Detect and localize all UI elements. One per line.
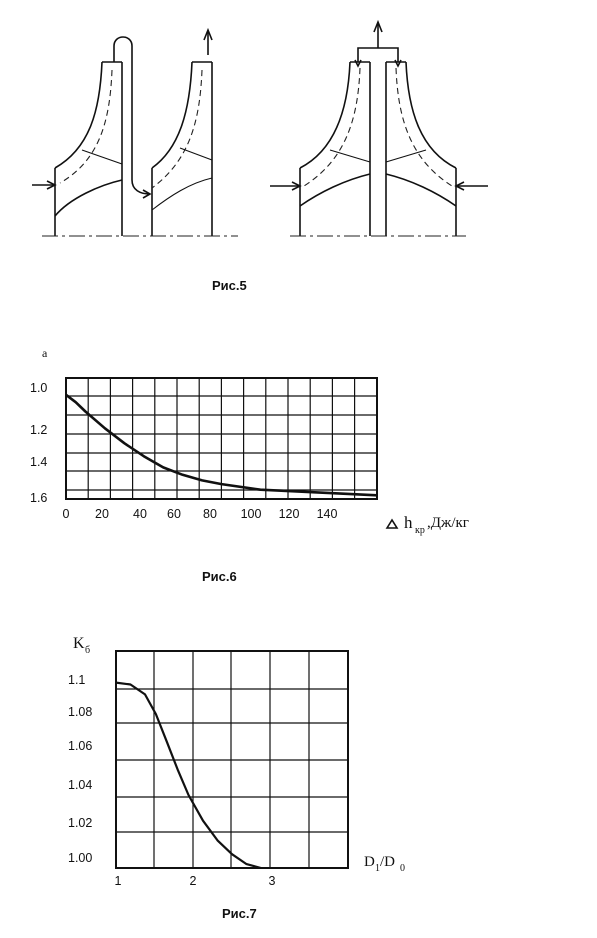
y-tick-label: 1.02 bbox=[68, 816, 93, 830]
figure-6-caption: Рис.6 bbox=[202, 569, 237, 584]
figure-7-chart bbox=[68, 651, 348, 888]
x-tick-label: 100 bbox=[240, 507, 262, 521]
y-tick-label: 1.6 bbox=[30, 491, 48, 505]
y-tick-label: 1.06 bbox=[68, 739, 93, 753]
x-tick-label: 20 bbox=[95, 507, 109, 521]
x-tick-label: 40 bbox=[133, 507, 147, 521]
y-tick-label: 1.4 bbox=[30, 455, 48, 469]
y-tick-label: 1.1 bbox=[68, 673, 86, 687]
middle-impeller bbox=[152, 30, 212, 236]
x-axis-unit: ,Дж/кг bbox=[427, 515, 469, 531]
x-axis-symbol: h bbox=[404, 513, 413, 532]
x-tick-label: 140 bbox=[316, 507, 338, 521]
x-axis-symbol: D bbox=[364, 854, 375, 870]
y-tick-label: 1.04 bbox=[68, 778, 93, 792]
series-line bbox=[116, 683, 261, 868]
figure-5-drawing bbox=[32, 22, 488, 236]
left-impeller bbox=[55, 62, 122, 236]
figure-6-corner-label: a bbox=[42, 346, 48, 360]
y-tick-label: 1.08 bbox=[68, 705, 93, 719]
x-tick-label: 120 bbox=[278, 507, 300, 521]
figure-5-caption: Рис.5 bbox=[212, 278, 247, 293]
y-axis-symbol: K bbox=[73, 635, 85, 652]
double-entry-impeller bbox=[270, 22, 488, 236]
x-tick-label: 2 bbox=[189, 874, 197, 888]
x-tick-label: 80 bbox=[203, 507, 217, 521]
crossover-pipe bbox=[114, 37, 150, 198]
x-axis-subscript-2: 0 bbox=[400, 863, 405, 874]
x-tick-label: 60 bbox=[167, 507, 181, 521]
x-tick-label: 0 bbox=[62, 507, 70, 521]
y-tick-label: 1.2 bbox=[30, 423, 48, 437]
y-tick-label: 1.0 bbox=[30, 381, 48, 395]
x-axis-slash: /D bbox=[380, 854, 395, 870]
y-axis-subscript: б bbox=[85, 645, 91, 656]
x-tick-label: 3 bbox=[268, 874, 276, 888]
figure-7-y-axis-label bbox=[73, 635, 90, 656]
figure-7-x-axis-label bbox=[364, 854, 405, 874]
figure-7-caption: Рис.7 bbox=[222, 906, 257, 921]
figure-6-x-axis-label bbox=[387, 513, 469, 536]
x-axis-subscript: кр bbox=[415, 525, 425, 536]
x-tick-label: 1 bbox=[114, 874, 122, 888]
x-axis-subscript-1: 1 bbox=[375, 863, 380, 874]
y-tick-label: 1.00 bbox=[68, 851, 93, 865]
figure-6-chart bbox=[30, 378, 377, 521]
delta-icon bbox=[387, 520, 397, 528]
